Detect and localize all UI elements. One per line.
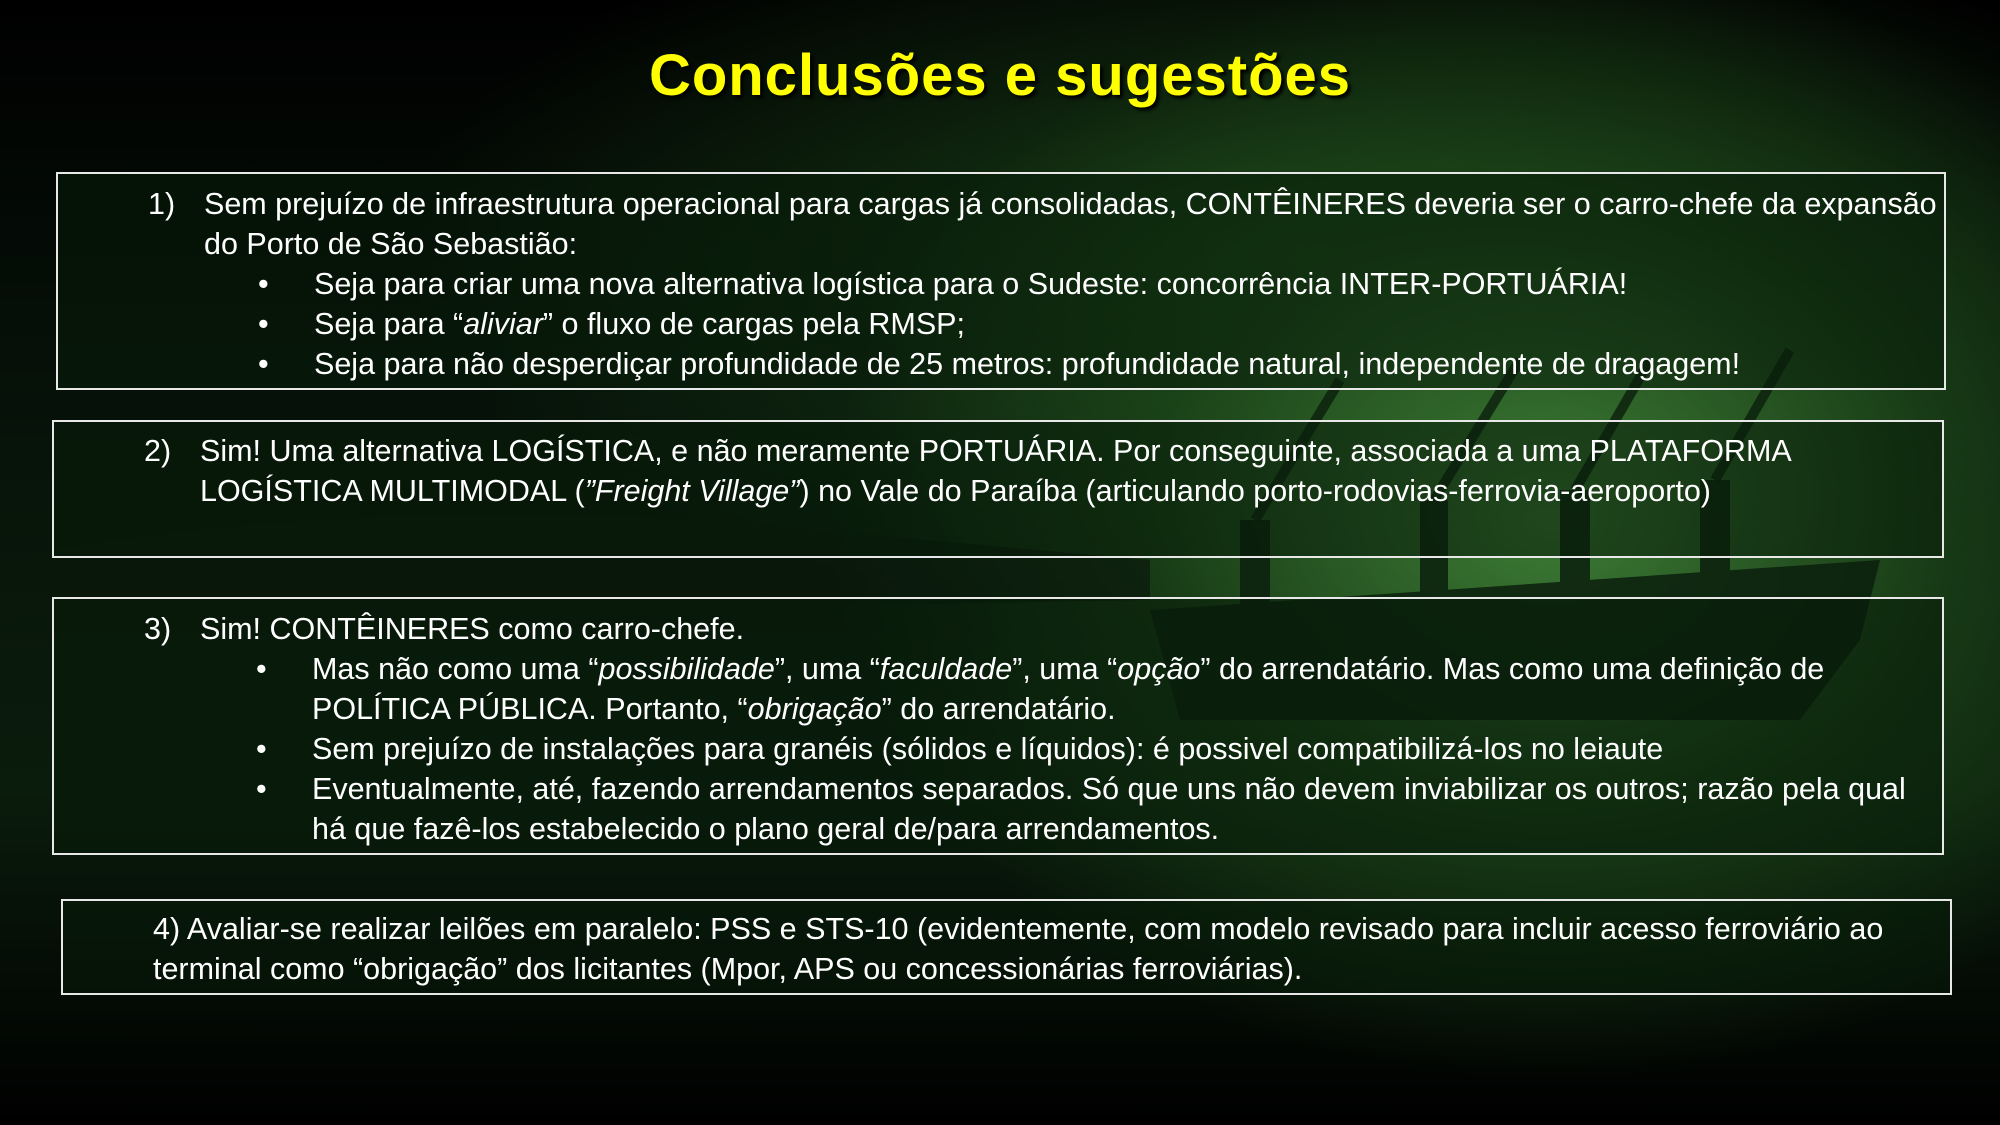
- bullet-emphasis: obrigação: [747, 692, 882, 726]
- conclusion-1-paragraph: [58, 184, 1944, 264]
- bullet-text: ”, uma “: [1012, 652, 1118, 686]
- list-item: [58, 264, 1944, 304]
- bullet-text: Seja para criar uma nova alternativa logística para o Sudeste: concorrência INTER-PORTUÁRIA!: [314, 267, 1628, 301]
- bullet-emphasis: faculdade: [879, 652, 1013, 686]
- list-item: [54, 769, 1924, 849]
- conclusion-box-2: [52, 420, 1944, 558]
- bullet-icon: •: [256, 732, 267, 766]
- conclusion-box-1: [56, 172, 1946, 390]
- bullet-icon: •: [256, 652, 267, 686]
- item-number: 2): [144, 434, 172, 468]
- bullet-icon: •: [258, 267, 269, 301]
- item-number: 1): [148, 187, 176, 221]
- item-number: 3): [144, 612, 172, 646]
- bullet-text: ” do arrendatário.: [881, 692, 1116, 726]
- conclusion-2-text: Sim! Uma alternativa LOGÍSTICA, e não meramente PORTUÁRIA. Por conseguinte, associada a uma PLATAFORMA LOGÍSTICA MULTIMODAL (: [200, 434, 1791, 508]
- conclusion-3-text: Sim! CONTÊINERES como carro-chefe.: [200, 612, 745, 646]
- bullet-text: Seja para não desperdiçar profundidade de 25 metros: profundidade natural, independente de dragagem!: [314, 347, 1741, 381]
- bullet-text: Seja para “: [314, 307, 464, 341]
- conclusion-3-paragraph: [54, 609, 1924, 649]
- conclusion-box-4: [61, 899, 1952, 995]
- bullet-text: ”, uma “: [774, 652, 880, 686]
- bullet-emphasis: opção: [1117, 652, 1201, 686]
- slide-title: Conclusões e sugestões: [648, 43, 1352, 108]
- bullet-icon: •: [258, 347, 269, 381]
- bullet-icon: •: [258, 307, 269, 341]
- bullet-emphasis: possibilidade: [598, 652, 775, 686]
- bullet-text: Mas não como uma “: [312, 652, 599, 686]
- bullet-text: ” do arrendatário. Mas como uma definição de POLÍTICA PÚBLICA. Portanto, “: [312, 652, 1825, 726]
- bullet-icon: •: [256, 772, 267, 806]
- list-item: [58, 344, 1944, 384]
- list-item: [58, 304, 1944, 344]
- list-item: [54, 649, 1924, 729]
- conclusion-4-text: 4) Avaliar-se realizar leilões em paralelo: PSS e STS-10 (evidentemente, com modelo revisado para incluir acesso ferroviário ao terminal como “obrigação” dos licitantes (Mpor, APS ou concessionárias ferroviárias).: [153, 912, 1884, 986]
- conclusion-box-3: [52, 597, 1944, 855]
- bullet-text: Sem prejuízo de instalações para granéis (sólidos e líquidos): é possivel compatibilizá-los no leiaute: [312, 732, 1664, 766]
- conclusion-2-emphasis: ”Freight Village”: [584, 474, 800, 508]
- conclusion-1-text: Sem prejuízo de infraestrutura operacional para cargas já consolidadas, CONTÊINERES deveria ser o carro-chefe da expansão do Porto de São Sebastião:: [204, 187, 1937, 261]
- bullet-text: Eventualmente, até, fazendo arrendamentos separados. Só que uns não devem inviabilizar os outros; razão pela qual há que fazê-los estabelecido o plano geral de/para arrendamentos.: [312, 772, 1906, 846]
- bullet-emphasis: aliviar: [463, 307, 543, 341]
- bullet-text: ” o fluxo de cargas pela RMSP;: [542, 307, 965, 341]
- conclusion-2-text-end: ) no Vale do Paraíba (articulando porto-rodovias-ferrovia-aeroporto): [799, 474, 1711, 508]
- list-item: [54, 729, 1924, 769]
- conclusion-2-paragraph: [54, 431, 1926, 511]
